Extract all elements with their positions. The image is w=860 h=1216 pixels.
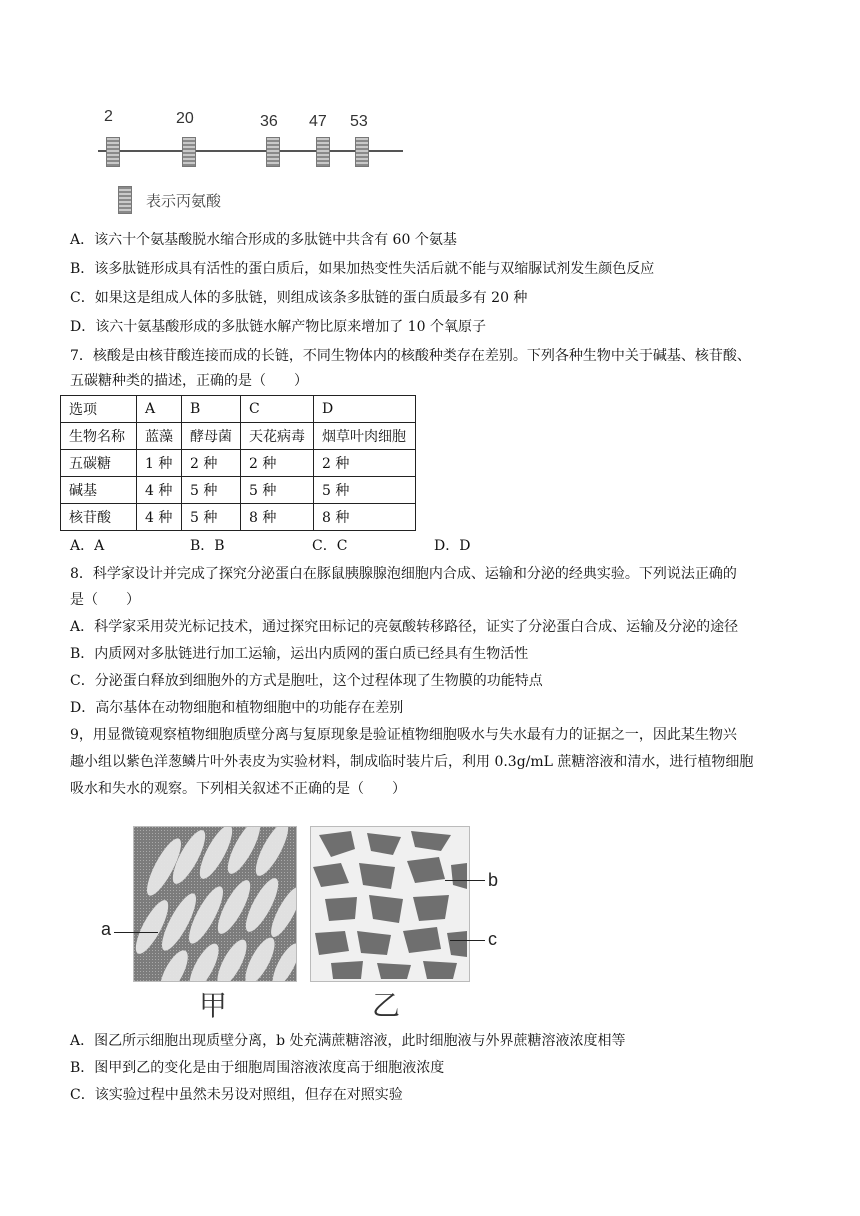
q9-option-b: B．图甲到乙的变化是由于细胞周围溶液浓度高于细胞液浓度 [70, 1060, 445, 1076]
position-label: 2 [104, 108, 113, 125]
q9-stem: 9，用显微镜观察植物细胞质壁分离与复原现象是验证植物细胞吸水与失水最有力的证据之一，因此某生物兴 [70, 727, 737, 743]
table-cell: A [137, 396, 182, 423]
q8-stem-cont: 是（ ） [70, 592, 140, 608]
q7-answer-c: C．C [312, 538, 348, 554]
pointer-line-c [450, 940, 485, 941]
table-cell: 天花病毒 [241, 423, 314, 450]
caption-jia: 甲 [199, 989, 228, 1022]
q9-option-a: A．图乙所示细胞出现质壁分离，b 处充满蔗糖溶液，此时细胞液与外界蔗糖溶液浓度相等 [70, 1033, 626, 1049]
table-cell: 5 种 [314, 477, 416, 504]
table-cell: 8 种 [241, 504, 314, 531]
caption-yi: 乙 [372, 989, 401, 1022]
q8-stem: 8．科学家设计并完成了探究分泌蛋白在豚鼠胰腺腺泡细胞内合成、运输和分泌的经典实验。下列说法正确的 [70, 566, 737, 582]
table-cell: 五碳糖 [61, 450, 137, 477]
position-label: 47 [309, 113, 327, 130]
alanine-marker [266, 137, 280, 167]
legend-alanine-marker [118, 186, 132, 214]
table-cell: 8 种 [314, 504, 416, 531]
table-cell: 5 种 [182, 477, 241, 504]
table-cell: D [314, 396, 416, 423]
table-cell: 1 种 [137, 450, 182, 477]
table-row [61, 396, 416, 423]
q6-option-b: B．该多肽链形成具有活性的蛋白质后，如果加热变性失活后就不能与双缩脲试剂发生颜色反应 [70, 261, 655, 277]
table-cell: 酵母菌 [182, 423, 241, 450]
q8-option-a: A．科学家采用荧光标记技术，通过探究田标记的亮氨酸转移路径，证实了分泌蛋白合成、运输及分泌的途径 [70, 619, 739, 635]
q9-stem-line3: 吸水和失水的观察。下列相关叙述不正确的是（ ） [70, 781, 406, 797]
micrograph-jia [133, 826, 297, 982]
q9-option-c: C．该实验过程中虽然未另设对照组，但存在对照实验 [70, 1087, 403, 1103]
q7-answer-b: B．B [190, 538, 225, 554]
table-cell: 核苷酸 [61, 504, 137, 531]
label-a: a [101, 919, 112, 939]
label-c: c [488, 929, 497, 949]
table-cell: 4 种 [137, 504, 182, 531]
table-cell: 5 种 [241, 477, 314, 504]
table-cell: 2 种 [182, 450, 241, 477]
table-cell: 5 种 [182, 504, 241, 531]
pointer-line-a [114, 932, 158, 933]
table-cell: 碱基 [61, 477, 137, 504]
q7-table [60, 395, 416, 531]
table-cell: 2 种 [241, 450, 314, 477]
table-row [61, 450, 416, 477]
q7-stem: 7．核酸是由核苷酸连接而成的长链，不同生物体内的核酸种类存在差别。下列各种生物中关于碱基、核苷酸、 [70, 348, 751, 364]
table-row [61, 423, 416, 450]
table-cell: 选项 [61, 396, 137, 423]
table-cell: B [182, 396, 241, 423]
table-cell: C [241, 396, 314, 423]
table-cell: 蓝藻 [137, 423, 182, 450]
table-cell: 4 种 [137, 477, 182, 504]
alanine-marker [182, 137, 196, 167]
position-label: 36 [260, 113, 278, 130]
q8-option-c: C．分泌蛋白释放到细胞外的方式是胞吐，这个过程体现了生物膜的功能特点 [70, 673, 543, 689]
table-cell: 2 种 [314, 450, 416, 477]
table-cell: 烟草叶肉细胞 [314, 423, 416, 450]
position-label: 20 [176, 110, 194, 127]
q8-option-d: D．高尔基体在动物细胞和植物细胞中的功能存在差别 [70, 700, 404, 716]
alanine-marker [355, 137, 369, 167]
q7-answer-d: D．D [434, 538, 471, 554]
q7-answer-a: A．A [70, 538, 105, 554]
pointer-line-b [445, 880, 485, 881]
q6-option-a: A．该六十个氨基酸脱水缩合形成的多肽链中共含有 60 个氨基 [70, 232, 457, 248]
q6-option-c: C．如果这是组成人体的多肽链，则组成该条多肽链的蛋白质最多有 20 种 [70, 290, 528, 306]
micrograph-yi [310, 826, 470, 982]
label-b: b [488, 870, 499, 890]
q7-stem-cont: 五碳糖种类的描述，正确的是（ ） [70, 373, 308, 389]
table-row [61, 504, 416, 531]
q8-option-b: B．内质网对多肽链进行加工运输，运出内质网的蛋白质已经具有生物活性 [70, 646, 529, 662]
alanine-marker [316, 137, 330, 167]
table-cell: 生物名称 [61, 423, 137, 450]
position-label: 53 [350, 113, 368, 130]
q9-stem-line2: 趣小组以紫色洋葱鳞片叶外表皮为实验材料，制成临时装片后，利用 0.3g/mL 蔗糖溶液和清水，进行植物细胞 [70, 754, 754, 770]
alanine-marker [106, 137, 120, 167]
legend-label: 表示丙氨酸 [146, 193, 222, 210]
q6-option-d: D．该六十氨基酸形成的多肽链水解产物比原来增加了 10 个氧原子 [70, 319, 486, 335]
table-row [61, 477, 416, 504]
